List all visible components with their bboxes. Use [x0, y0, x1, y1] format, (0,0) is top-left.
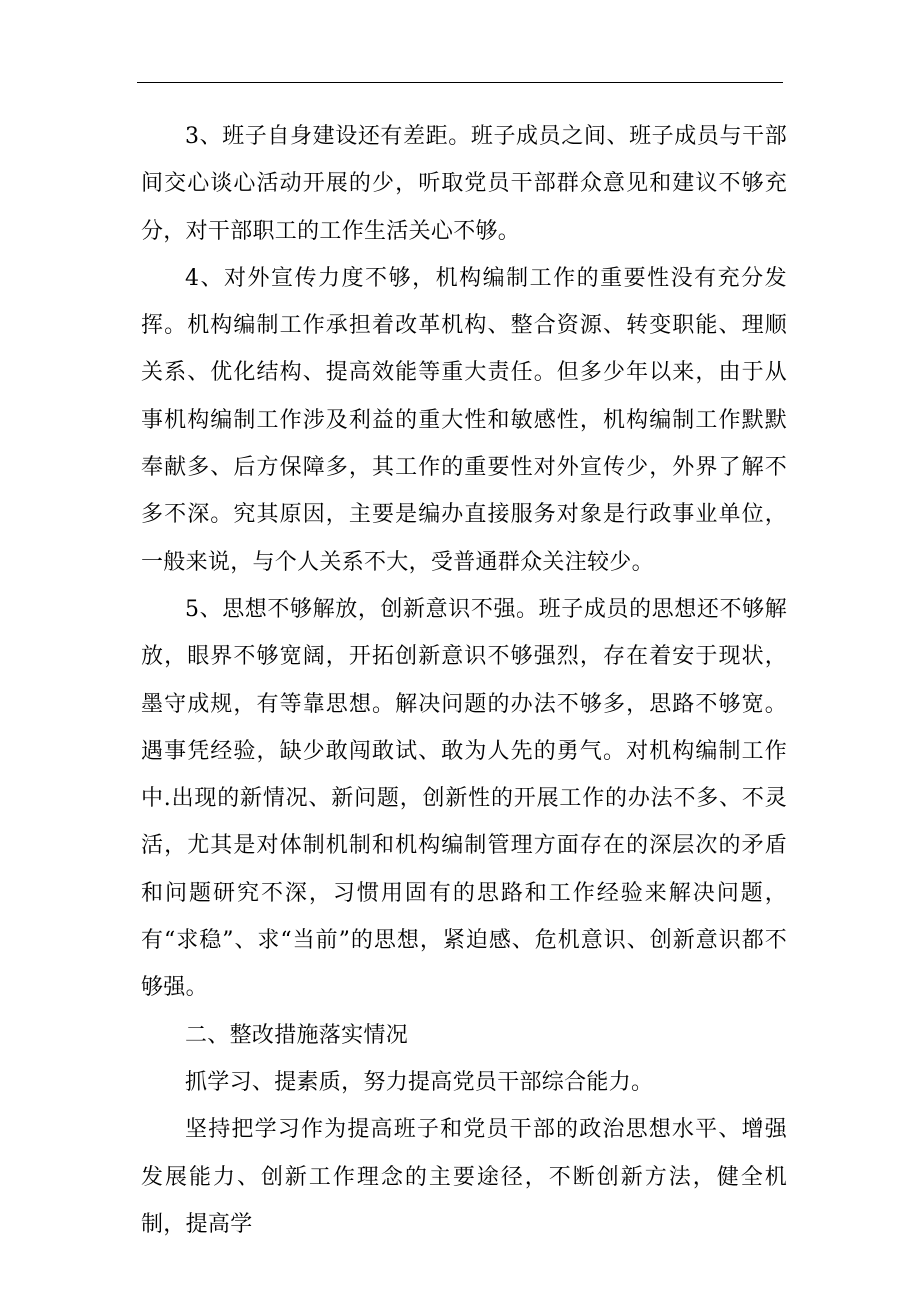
paragraph-item-5: 5、思想不够解放，创新意识不强。班子成员的思想还不够解放，眼界不够宽阔，开拓创新意识不够强烈，存在着安于现状，墨守成规，有等靠思想。解决问题的办法不够多，思路不够宽。遇事凭经验，缺少敢闯敢试、敢为人先的勇气。对机构编制工作中.出现的新情况、新问题，创新性的开展工作的办法不多、不灵活，尤其是对体制机制和机构编制管理方面存在的深层次的矛盾和问题研究不深，习惯用固有的思路和工作经验来解决问题，有“求稳”、求“当前”的思想，紧迫感、危机意识、创新意识都不够强。 — [141, 596, 787, 1001]
header-rule — [137, 82, 783, 83]
paragraph-item-3: 3、班子自身建设还有差距。班子成员之间、班子成员与干部间交心谈心活动开展的少，听取党员干部群众意见和建议不够充分，对干部职工的工作生活关心不够。 — [141, 124, 787, 244]
paragraph-item-4: 4、对外宣传力度不够，机构编制工作的重要性没有充分发挥。机构编制工作承担着改革机构、整合资源、转变职能、理顺关系、优化结构、提高效能等重大责任。但多少年以来，由于从事机构编制工作涉及利益的重大性和敏感性，机构编制工作默默奉献多、后方保障多，其工作的重要性对外宣传少，外界了解不多不深。究其原因，主要是编办直接服务对象是行政事业单位，一般来说，与个人关系不大，受普通群众关注较少。 — [141, 265, 787, 575]
document-body — [141, 113, 787, 1248]
section-heading: 二、整改措施落实情况 — [185, 1022, 409, 1048]
subheading: 抓学习、提素质，努力提高党员干部综合能力。 — [185, 1069, 654, 1095]
paragraph-study: 坚持把学习作为提高班子和党员干部的政治思想水平、增强发展能力、创新工作理念的主要途径，不断创新方法，健全机制，提高学 — [141, 1117, 787, 1237]
